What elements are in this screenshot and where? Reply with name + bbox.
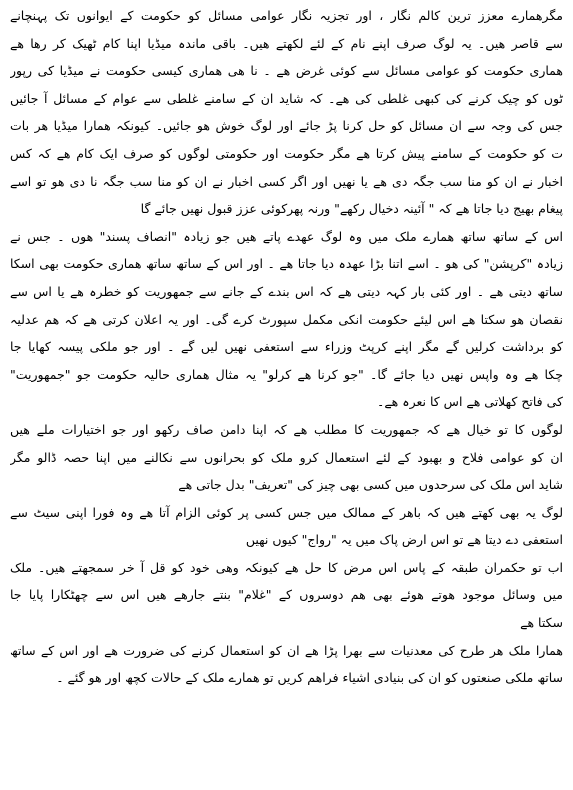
article-line: سکتا ھے: [520, 615, 563, 631]
article-line: لوگوں کا تو خیال ھے کہ جمھوریت کا مطلب ھے کہ اپنا دامن صاف رکھو اور جو اختیارات ملے ھیں: [10, 421, 563, 437]
article-line: ساتھ دیتی ھے ۔ اور کئی بار کہہ دیتی ھے کہ اس بندے کے جانے سے جمھوریت کو خطرہ ھے یا اس سے: [10, 283, 563, 299]
article-line: نقصان ھو سکتا ھے اس لیئے حکومت انکی مکمل سپورٹ کرے گی۔ اور یہ اعلان کرتی ھے کہ ھم عدلیہ: [10, 311, 563, 327]
article-line: استعفی دے دیتا ھے تو اس ارض پاک میں یہ "رواج" کیوں نھیں: [245, 532, 563, 548]
article-line: لوگ یہ بھی کھتے ھیں کہ باھر کے ممالک میں جس کسی پر کوئی الزام آتا ھے وہ فورا اپنی سیٹ سے: [10, 504, 563, 520]
article-line: ھمارا ملک ھر طرح کی معدنیات سے بھرا پڑا ھے ان کو استعمال کرنے کی ضرورت ھے اور اس کے ساتھ: [10, 642, 563, 658]
article-line: میں وسائل موجود ھوتے ھوئے بھی ھم دوسروں کے "غلام" بنتے جارھے ھیں اس سے چھٹکارا پایا جا: [10, 587, 563, 603]
article-line: اس کے ساتھ ساتھ ھمارے ملک میں وہ لوگ عھدے پاتے ھیں جو زیادہ "انصاف پسند" ھوں ۔ جس نے: [10, 228, 563, 244]
article-line: ان کو عوامی فلاح و بھبود کے لئے استعمال کرو ملک کو بحرانوں سے نکالنے میں اپنا حصہ ڈالو مگر: [10, 449, 563, 465]
article-line: جس کی وجہ سے ان مسائل کو حل کرنا پڑ جائے اور لوگ خوش ھو جائیں۔ کیونکہ ھمارا میڈیا ھر بات: [10, 118, 563, 134]
article-line: کو برداشت کرلیں گے مگر اپنے کرپٹ وزراء سے استعفی نھیں لیں گے ۔ اور جو ملکی پیسہ کھایا جا: [10, 339, 563, 355]
article-line: اخبار نے ان کو منا سب جگہ دی ھے یا نھیں اور اگر کسی اخبار نے ان کو منا سب جگہ نا دی ھو تو اسے: [10, 173, 563, 189]
article-line: سے قاصر ھیں۔ یہ لوگ صرف اپنے نام کے لئے لکھتے ھیں۔ باقی ماندہ میڈیا اپنا کام ٹھیک کر رھا ھے: [10, 35, 563, 51]
article-line: ھماری حکومت کو عوامی مسائل سے کوئی غرض ھے ۔ نا ھی ھماری کیسی حکومت نے میڈیا کی رپور: [10, 63, 563, 79]
article-line: چکا ھے وہ واپس نھیں دیا جائے گا۔ "جو کرنا ھے کرلو" یہ مثال ھماری حالیہ حکومت جو "جمھوریت": [10, 366, 563, 382]
article-line: شاید اس ملک کی سرحدوں میں کسی بھی چیز کی "تعریف" بدل جاتی ھے: [178, 477, 563, 493]
article-line: پیغام بھیج دیا جاتا ھے کہ " آئینہ دخیال رکھے" ورنہ پھرکوئی عزز قبول نھیں جائے گا: [140, 201, 563, 217]
article-line: کی فاتح کھلاتی ھے اس کا نعرہ ھے۔: [377, 394, 563, 410]
article-line: زیادہ "کرپشن" کی ھو ۔ اسے اتنا بڑا عھدہ دیا جاتا ھے ۔ اور اس کے ساتھ ساتھ ھماری حکومت بھی اسکا: [10, 256, 563, 272]
article-line: ساتھ ملکی صنعتوں کو ان کی بنیادی اشیاء فراھم کریں تو ھمارے ملک کے حالات کچھ اور ھو گئے ۔: [56, 670, 563, 686]
article-line: ت کو حکومت کے سامنے پیش کرتا ھے مگر حکومت اور حکومتی لوگوں کو صرف ایک کام ھے کہ کس: [10, 145, 563, 161]
article-line: ٹوں کو چیک کرنے کی کبھی غلطی کی ھے۔ کہ شاید ان کے سامنے غلطی سے عوام کے مسائل آ جائیں: [10, 90, 563, 106]
article-line: اب تو حکمران طبقہ کے پاس اس مرض کا حل ھے کیونکہ وھی خود کو قل آ خر سمجھتے ھیں۔ ملک: [10, 559, 563, 575]
article-line: مگرھمارے معزز ترین کالم نگار ، اور تجزیہ نگار عوامی مسائل کو حکومت کے ایوانوں تک پہنچانے: [10, 8, 563, 23]
